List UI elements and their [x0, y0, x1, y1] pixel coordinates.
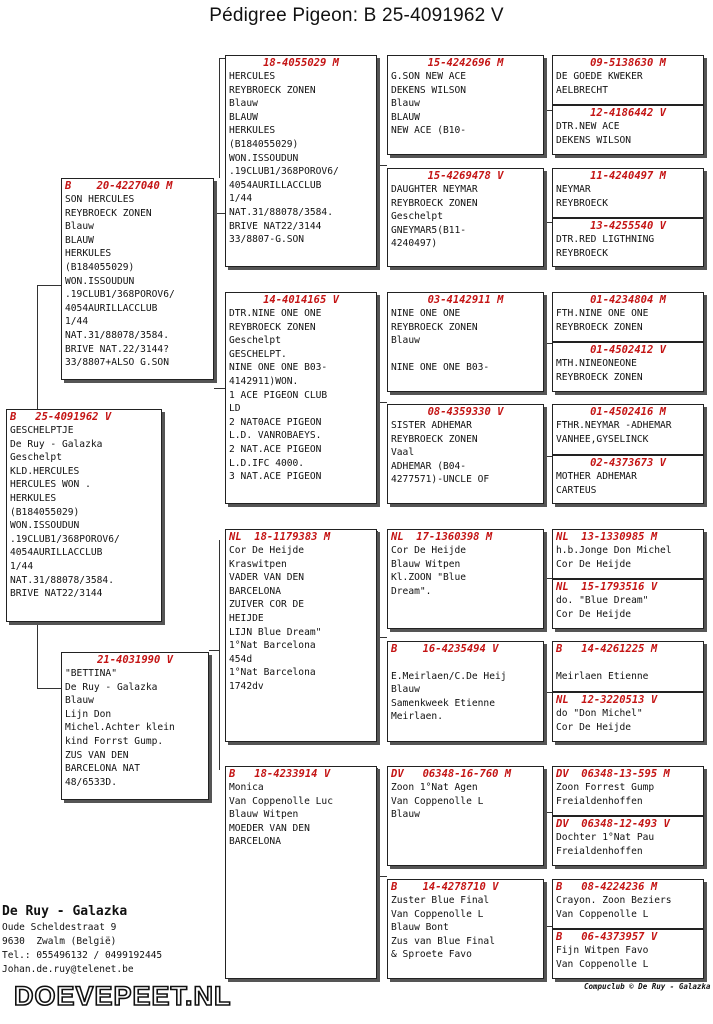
ring-number: 21-4031990 V	[97, 654, 173, 666]
ring-number: 08-4359330 V	[427, 406, 504, 418]
connector-line	[544, 926, 552, 927]
ring-number: 02-4373673 V	[590, 457, 666, 469]
ring-number: 09-5138630 M	[590, 57, 666, 69]
ring-number: B 16-4235494 V	[391, 643, 499, 655]
ring-number: NL 15-1793516 V	[556, 581, 658, 593]
pigeon-details: G.SON NEW ACE DEKENS WILSON Blauw BLAUW NEW ACE (B10-	[391, 71, 467, 137]
connector-line	[544, 456, 552, 457]
pigeon-card-great-grandparent[interactable]	[387, 766, 544, 866]
pigeon-card-great-grandparent[interactable]	[387, 55, 544, 155]
ring-number: NL 13-1330985 M	[556, 531, 658, 543]
ring-number: 01-4502416 M	[590, 406, 666, 418]
connector-line	[214, 388, 225, 389]
breeder-phone: Tel.: 055496132 / 0499192445	[2, 950, 163, 961]
pigeon-card-ancestor[interactable]	[552, 692, 704, 742]
pigeon-details: Zoon Forrest Gump Freialdenhoffen	[556, 782, 655, 807]
ring-number: 15-4242696 M	[427, 57, 504, 69]
connector-line	[544, 110, 552, 111]
connector-line	[214, 213, 225, 214]
pigeon-details: SISTER ADHEMAR REYBROECK ZONEN Vaal ADHEMAR (B04- 4277571)-UNCLE OF	[391, 420, 490, 486]
connector-line	[37, 688, 61, 689]
pigeon-card-ancestor[interactable]	[552, 455, 704, 504]
pigeon-card-ancestor[interactable]	[552, 218, 704, 267]
pigeon-card-subject[interactable]	[6, 409, 162, 622]
connector-line	[544, 343, 552, 344]
ring-number: DV 06348-16-760 M	[391, 768, 512, 780]
connector-line	[377, 876, 387, 877]
pigeon-details: Zuster Blue Final Van Coppenolle L Blauw Bont Zus van Blue Final & Sproete Favo	[391, 895, 495, 961]
connector-line	[377, 60, 378, 165]
ring-number: 14-4014165 V	[263, 294, 339, 306]
pigeon-card-grandparent[interactable]	[225, 292, 377, 504]
connector-line	[219, 540, 220, 770]
connector-line	[377, 165, 387, 166]
ring-number: DV 06348-13-595 M	[556, 768, 670, 780]
ring-number: 15-4269478 V	[427, 170, 504, 182]
pigeon-details: DTR.NINE ONE ONE REYBROECK ZONEN Geschelpt GESCHELPT. NINE ONE ONE B03- 4142911)WON. 1 ACE PIGEON CLUB LD 2 NAT0ACE PIGEON L.D. VANROBAEYS. 2 NAT.ACE PIGEON L.D.IFC 4000. 3 NAT.ACE PIGEON	[229, 308, 328, 483]
breeder-address: Oude Scheldestraat 9	[2, 922, 117, 933]
pigeon-card-sire[interactable]	[61, 178, 214, 380]
pigeon-card-grandparent[interactable]	[225, 529, 377, 742]
pigeon-card-ancestor[interactable]	[552, 342, 704, 392]
connector-line	[544, 812, 552, 813]
connector-line	[544, 578, 552, 579]
pigeon-details: Meirlaen Etienne	[556, 670, 649, 682]
ring-number: 01-4502412 V	[590, 344, 666, 356]
ring-number: B 08-4224236 M	[556, 881, 658, 893]
pigeon-details: Fijn Witpen Favo Van Coppenolle L	[556, 945, 649, 970]
pigeon-details: Dochter 1°Nat Pau Freialdenhoffen	[556, 832, 655, 857]
pigeon-details: "BETTINA" De Ruy - Galazka Blauw Lijn Don Michel.Achter klein kind Forrst Gump. ZUS VAN DEN BARCELONA NAT 48/6533D.	[65, 668, 175, 788]
ring-number: B 06-4373957 V	[556, 931, 658, 943]
pigeon-details: MOTHER ADHEMAR CARTEUS	[556, 471, 637, 496]
connector-line	[377, 637, 387, 638]
pigeon-card-ancestor[interactable]	[552, 55, 704, 105]
pigeon-card-ancestor[interactable]	[552, 529, 704, 579]
connector-line	[209, 650, 219, 651]
pigeon-card-ancestor[interactable]	[552, 879, 704, 929]
ring-number: B 14-4278710 V	[391, 881, 499, 893]
connector-line	[544, 692, 552, 693]
pigeon-card-ancestor[interactable]	[552, 168, 704, 218]
pigeon-details: Cor De Heijde Blauw Witpen Kl.ZOON "Blue Dream".	[391, 545, 467, 597]
breeder-email: Johan.de.ruy@telenet.be	[2, 964, 134, 975]
connector-line	[544, 222, 552, 223]
pigeon-card-ancestor[interactable]	[552, 105, 704, 155]
pigeon-card-great-grandparent[interactable]	[387, 641, 544, 742]
ring-number: B 25-4091962 V	[10, 411, 112, 423]
connector-line	[219, 58, 220, 178]
pigeon-card-dam[interactable]	[61, 652, 209, 800]
pigeon-details: do. "Blue Dream" Cor De Heijde	[556, 595, 649, 620]
pigeon-details: Zoon 1°Nat Agen Van Coppenolle L Blauw	[391, 782, 484, 821]
pigeon-details: Cor De Heijde Kraswitpen VADER VAN DEN BARCELONA ZUIVER COR DE HEIJDE LIJN Blue Dream" 1°Nat Barcelona 454d 1°Nat Barcelona 1742dv	[229, 545, 322, 692]
pigeon-card-ancestor[interactable]	[552, 292, 704, 342]
pigeon-card-ancestor[interactable]	[552, 766, 704, 816]
connector-line	[377, 402, 387, 403]
pigeon-card-ancestor[interactable]	[552, 929, 704, 979]
connector-line	[37, 285, 61, 286]
pigeon-details: do "Don Michel" Cor De Heijde	[556, 708, 643, 733]
ring-number: 03-4142911 M	[427, 294, 504, 306]
pigeon-details: GESCHELPTJE De Ruy - Galazka Geschelpt KLD.HERCULES HERCULES WON . HERKULES (B184055029) WON.ISSOUDUN .19CLUB1/368POROV6/ 4054AURILLACCLUB 1/44 NAT.31/88078/3584. BRIVE NAT22/3144	[10, 425, 120, 600]
pigeon-details: DTR.NEW ACE DEKENS WILSON	[556, 121, 632, 146]
pigeon-details: NEYMAR REYBROECK	[556, 184, 608, 209]
ring-number: DV 06348-12-493 V	[556, 818, 670, 830]
ring-number: NL 12-3220513 V	[556, 694, 658, 706]
connector-line	[377, 768, 378, 876]
pigeon-card-great-grandparent[interactable]	[387, 529, 544, 629]
connector-line	[377, 297, 378, 402]
connector-line	[37, 622, 38, 688]
ring-number: 12-4186442 V	[590, 107, 666, 119]
pigeon-card-great-grandparent[interactable]	[387, 292, 544, 392]
pigeon-card-grandparent[interactable]	[225, 55, 377, 267]
ring-number: B 14-4261225 M	[556, 643, 658, 655]
pigeon-details: E.Meirlaen/C.De Heij Blauw Samenkweek Etienne Meirlaen.	[391, 670, 507, 723]
ring-number: B 20-4227040 M	[65, 180, 173, 192]
watermark-logo: DOEVEPEET.NL	[14, 981, 232, 1011]
pigeon-details: DTR.RED LIGTHNING REYBROECK	[556, 234, 655, 259]
ring-number: 01-4234804 M	[590, 294, 666, 306]
pigeon-card-great-grandparent[interactable]	[387, 404, 544, 504]
page-title: Pédigree Pigeon: B 25-4091962 V	[209, 5, 504, 26]
ring-number: 13-4255540 V	[590, 220, 666, 232]
pigeon-details: DE GOEDE KWEKER AELBRECHT	[556, 71, 643, 96]
pigeon-card-ancestor[interactable]	[552, 404, 704, 455]
pigeon-details: FTHR.NEYMAR -ADHEMAR VANHEE,GYSELINCK	[556, 420, 672, 445]
pigeon-details: MTH.NINEONEONE REYBROECK ZONEN	[556, 358, 643, 383]
ring-number: B 18-4233914 V	[229, 768, 331, 780]
pigeon-details: h.b.Jonge Don Michel Cor De Heijde	[556, 545, 672, 570]
pigeon-card-ancestor[interactable]	[552, 641, 704, 692]
ring-number: 11-4240497 M	[590, 170, 666, 182]
breeder-name: De Ruy - Galazka	[2, 904, 128, 919]
pigeon-details: NINE ONE ONE REYBROECK ZONEN Blauw NINE ONE ONE B03-	[391, 308, 490, 374]
breeder-city: 9630 Zwalm (België)	[2, 936, 117, 947]
pigeon-details: SON HERCULES REYBROECK ZONEN Blauw BLAUW HERKULES (B184055029) WON.ISSOUDUN .19CLUB1/368POROV6/ 4054AURILLACCLUB 1/44 NAT.31/88078/3584. BRIVE NAT.22/3144? 33/8807+ALSO G.SON	[65, 194, 175, 369]
ring-number: NL 18-1179383 M	[229, 531, 331, 543]
pigeon-card-great-grandparent[interactable]	[387, 879, 544, 979]
pigeon-details: Monica Van Coppenolle Luc Blauw Witpen MOEDER VAN DEN BARCELONA	[229, 782, 333, 848]
pigeon-details: Crayon. Zoon Beziers Van Coppenolle L	[556, 895, 672, 920]
pigeon-details: FTH.NINE ONE ONE REYBROECK ZONEN	[556, 308, 649, 333]
software-credit: Compuclub © De Ruy - Galazka	[584, 982, 711, 991]
pigeon-card-great-grandparent[interactable]	[387, 168, 544, 267]
pigeon-details: HERCULES REYBROECK ZONEN Blauw BLAUW HERKULES (B184055029) WON.ISSOUDUN .19CLUB1/368POROV6/ 4054AURILLACCLUB 1/44 NAT.31/88078/3584. BRIVE NAT22/3144 33/8807-G.SON	[229, 71, 339, 246]
pigeon-card-grandparent[interactable]	[225, 766, 377, 979]
pigeon-card-ancestor[interactable]	[552, 816, 704, 866]
breeder-info	[2, 903, 162, 977]
pigeon-details: DAUGHTER NEYMAR REYBROECK ZONEN Geschelpt GNEYMAR5(B11- 4240497)	[391, 184, 478, 250]
connector-line	[37, 285, 38, 409]
connector-line	[377, 531, 378, 637]
ring-number: NL 17-1360398 M	[391, 531, 493, 543]
pigeon-card-ancestor[interactable]	[552, 579, 704, 629]
ring-number: 18-4055029 M	[263, 57, 339, 69]
